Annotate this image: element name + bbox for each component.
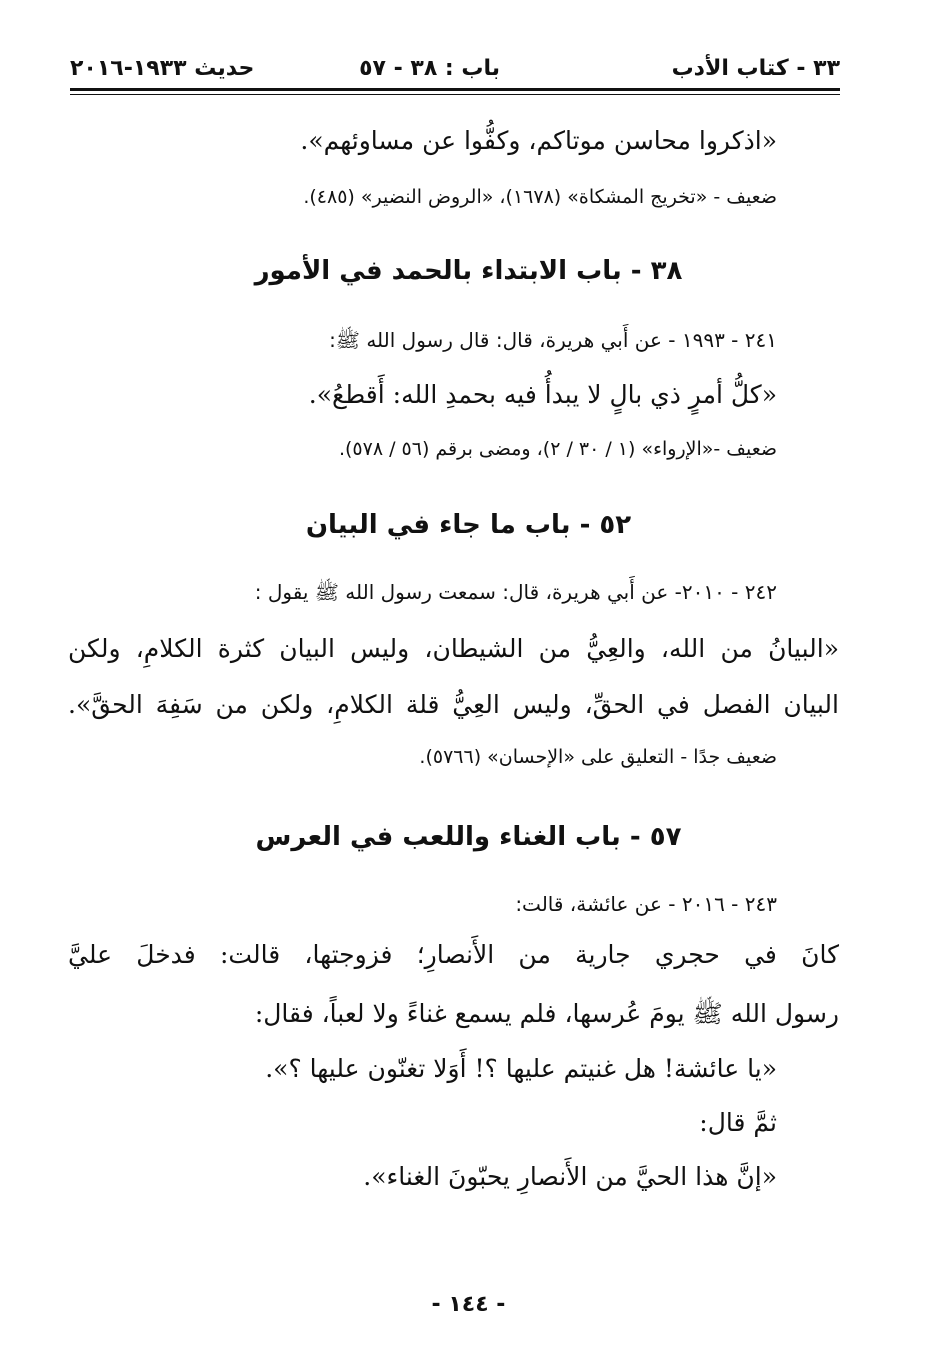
hadith-242-intro: ٢٤٢ - ٢٠١٠- عن أَبي هريرة، قال: سمعت رسول الله ﷺ يقول : — [254, 580, 777, 604]
header-hadith-range: حديث ١٩٣٣-٢٠١٦ — [70, 56, 255, 81]
hadith-243-text-line-5: «إنَّ هذا الحيَّ من الأَنصارِ يحبّونَ الغناء». — [363, 1162, 777, 1191]
hadith-242-source: ضعيف جدًا - التعليق على «الإحسان» (٥٧٦٦). — [419, 746, 777, 768]
hadith-241-intro: ٢٤١ - ١٩٩٣ - عن أَبي هريرة، قال: قال رسول الله ﷺ: — [329, 328, 777, 352]
hadith-242-text-line-1: «البيانُ من الله، والعِيُّ من الشيطان، وليس البيان كثرة الكلامِ، ولكن — [68, 634, 839, 663]
hadith-243-text-line-3: «يا عائشة! هل غنيتم عليها ؟! أَوَلا تغنّون عليها ؟». — [265, 1054, 777, 1083]
hadith-241-source: ضعيف -«الإرواء» (١ / ٣٠ / ٢)، ومضى برقم (٥٦ / ٥٧٨). — [338, 438, 777, 460]
hadith-241-text: «كلُّ أمرٍ ذي بالٍ لا يبدأُ فيه بحمدِ الله: أَقطعُ». — [308, 380, 777, 409]
header-rule-thin — [70, 94, 840, 95]
hadith-243-text-line-2: رسول الله ﷺ يومَ عُرسها، فلم يسمع غناءً ولا لعباً، فقال: — [254, 999, 839, 1028]
hadith-243-text-line-1: كانَ في حجري جارية من الأَنصارِ؛ فزوجتها، قالت: فدخلَ عليَّ — [68, 940, 839, 969]
quote-top: «اذكروا محاسن موتاكم، وكفُّوا عن مساوئهم». — [300, 126, 777, 155]
heading-bab-38: ٣٨ - باب الابتداء بالحمد في الأمور — [254, 256, 683, 286]
heading-bab-52: ٥٢ - باب ما جاء في البيان — [305, 510, 632, 540]
source-top: ضعيف - «تخريج المشكاة» (١٦٧٨)، «الروض النضير» (٤٨٥). — [303, 186, 777, 208]
heading-bab-57: ٥٧ - باب الغناء واللعب في العرس — [255, 822, 682, 852]
header-rule-thick — [70, 88, 840, 91]
header-chapter: ٣٣ - كتاب الأدب — [671, 56, 840, 81]
running-header — [70, 52, 840, 88]
header-bab: باب : ٣٨ - ٥٧ — [359, 56, 500, 81]
hadith-243-text-line-4: ثمَّ قال: — [699, 1108, 777, 1137]
hadith-242-text-line-2: البيان الفصل في الحقِّ، وليس العِيُّ قلة الكلامِ، ولكن من سَفِهَ الحقَّ». — [68, 690, 839, 719]
hadith-243-intro: ٢٤٣ - ٢٠١٦ - عن عائشة، قالت: — [515, 892, 777, 916]
page-number: - ١٤٤ - — [431, 1292, 506, 1317]
